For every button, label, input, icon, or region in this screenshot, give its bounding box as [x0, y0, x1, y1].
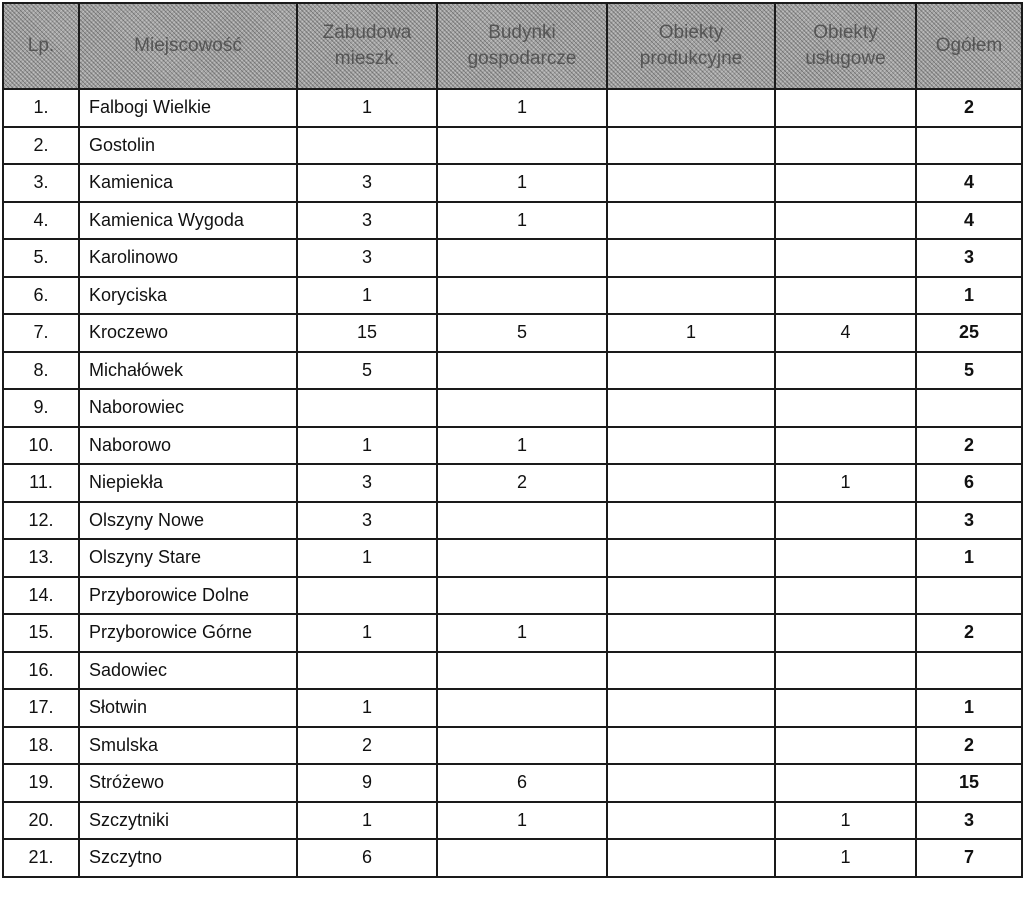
cell-produkcyjne: [607, 427, 775, 465]
header-budynki: Budynki gospodarcze: [437, 3, 607, 89]
cell-miejscowosc: Karolinowo: [79, 239, 297, 277]
cell-budynki: 1: [437, 89, 607, 127]
cell-ogolem: [916, 389, 1022, 427]
cell-uslugowe: [775, 577, 916, 615]
cell-miejscowosc: Olszyny Nowe: [79, 502, 297, 540]
table-row: [3, 389, 1022, 427]
cell-uslugowe: [775, 127, 916, 165]
cell-uslugowe: 4: [775, 314, 916, 352]
table-row: [3, 277, 1022, 315]
header-lp: Lp.: [3, 3, 79, 89]
cell-produkcyjne: [607, 352, 775, 390]
header-obiekty-uslugowe: Obiekty usługowe: [775, 3, 916, 89]
cell-zabudowa: 2: [297, 727, 437, 765]
cell-budynki: 1: [437, 202, 607, 240]
cell-budynki: 6: [437, 764, 607, 802]
cell-budynki: [437, 577, 607, 615]
cell-produkcyjne: 1: [607, 314, 775, 352]
cell-produkcyjne: [607, 502, 775, 540]
cell-budynki: 1: [437, 427, 607, 465]
cell-miejscowosc: Słotwin: [79, 689, 297, 727]
cell-miejscowosc: Niepiekła: [79, 464, 297, 502]
cell-zabudowa: [297, 577, 437, 615]
cell-budynki: [437, 389, 607, 427]
cell-budynki: [437, 352, 607, 390]
cell-zabudowa: 15: [297, 314, 437, 352]
cell-miejscowosc: Szczytno: [79, 839, 297, 877]
table-body: [3, 89, 1022, 877]
cell-uslugowe: [775, 277, 916, 315]
cell-budynki: 1: [437, 802, 607, 840]
cell-ogolem: [916, 127, 1022, 165]
cell-miejscowosc: Gostolin: [79, 127, 297, 165]
cell-produkcyjne: [607, 839, 775, 877]
cell-lp: 11.: [3, 464, 79, 502]
cell-zabudowa: 1: [297, 89, 437, 127]
cell-zabudowa: 9: [297, 764, 437, 802]
table-row: [3, 89, 1022, 127]
cell-ogolem: [916, 652, 1022, 690]
cell-produkcyjne: [607, 239, 775, 277]
cell-ogolem: [916, 577, 1022, 615]
cell-lp: 6.: [3, 277, 79, 315]
cell-produkcyjne: [607, 202, 775, 240]
cell-uslugowe: [775, 389, 916, 427]
cell-lp: 2.: [3, 127, 79, 165]
cell-uslugowe: [775, 652, 916, 690]
cell-zabudowa: [297, 389, 437, 427]
table-row: [3, 127, 1022, 165]
table-row: [3, 464, 1022, 502]
cell-ogolem: 5: [916, 352, 1022, 390]
cell-uslugowe: [775, 164, 916, 202]
cell-budynki: [437, 277, 607, 315]
cell-budynki: [437, 239, 607, 277]
cell-produkcyjne: [607, 539, 775, 577]
cell-zabudowa: 1: [297, 614, 437, 652]
cell-budynki: 2: [437, 464, 607, 502]
cell-lp: 13.: [3, 539, 79, 577]
cell-lp: 1.: [3, 89, 79, 127]
cell-miejscowosc: Sadowiec: [79, 652, 297, 690]
cell-ogolem: 1: [916, 689, 1022, 727]
cell-lp: 17.: [3, 689, 79, 727]
cell-ogolem: 6: [916, 464, 1022, 502]
cell-zabudowa: [297, 127, 437, 165]
header-obiekty-produkcyjne: Obiekty produkcyjne: [607, 3, 775, 89]
cell-ogolem: 2: [916, 89, 1022, 127]
cell-miejscowosc: Przyborowice Dolne: [79, 577, 297, 615]
cell-miejscowosc: Naborowiec: [79, 389, 297, 427]
cell-uslugowe: [775, 427, 916, 465]
table-row: [3, 839, 1022, 877]
table-row: [3, 314, 1022, 352]
table-row: [3, 727, 1022, 765]
cell-budynki: [437, 689, 607, 727]
cell-budynki: [437, 839, 607, 877]
cell-budynki: [437, 127, 607, 165]
cell-zabudowa: 3: [297, 164, 437, 202]
table-row: [3, 802, 1022, 840]
cell-ogolem: 15: [916, 764, 1022, 802]
cell-zabudowa: 1: [297, 539, 437, 577]
cell-lp: 8.: [3, 352, 79, 390]
cell-zabudowa: 1: [297, 427, 437, 465]
table-row: [3, 577, 1022, 615]
cell-uslugowe: [775, 502, 916, 540]
cell-zabudowa: 6: [297, 839, 437, 877]
table-row: [3, 352, 1022, 390]
cell-lp: 12.: [3, 502, 79, 540]
table-row: [3, 539, 1022, 577]
cell-lp: 18.: [3, 727, 79, 765]
cell-uslugowe: 1: [775, 839, 916, 877]
cell-lp: 21.: [3, 839, 79, 877]
cell-ogolem: 25: [916, 314, 1022, 352]
cell-produkcyjne: [607, 389, 775, 427]
cell-produkcyjne: [607, 764, 775, 802]
cell-uslugowe: [775, 352, 916, 390]
cell-miejscowosc: Kamienica Wygoda: [79, 202, 297, 240]
cell-budynki: [437, 652, 607, 690]
cell-miejscowosc: Koryciska: [79, 277, 297, 315]
cell-produkcyjne: [607, 127, 775, 165]
cell-ogolem: 2: [916, 427, 1022, 465]
cell-ogolem: 2: [916, 614, 1022, 652]
header-zabudowa: Zabudowa mieszk.: [297, 3, 437, 89]
cell-lp: 16.: [3, 652, 79, 690]
cell-budynki: 1: [437, 164, 607, 202]
table-header: [3, 3, 1022, 89]
cell-uslugowe: [775, 539, 916, 577]
cell-budynki: [437, 502, 607, 540]
cell-produkcyjne: [607, 614, 775, 652]
cell-zabudowa: 3: [297, 202, 437, 240]
cell-miejscowosc: Stróżewo: [79, 764, 297, 802]
cell-uslugowe: [775, 727, 916, 765]
cell-uslugowe: 1: [775, 464, 916, 502]
cell-lp: 19.: [3, 764, 79, 802]
cell-lp: 9.: [3, 389, 79, 427]
cell-zabudowa: 3: [297, 502, 437, 540]
cell-lp: 20.: [3, 802, 79, 840]
cell-uslugowe: [775, 614, 916, 652]
cell-zabudowa: 3: [297, 239, 437, 277]
cell-zabudowa: 1: [297, 689, 437, 727]
cell-budynki: [437, 727, 607, 765]
cell-ogolem: 3: [916, 802, 1022, 840]
table-row: [3, 427, 1022, 465]
header-row: [3, 3, 1022, 89]
cell-zabudowa: 5: [297, 352, 437, 390]
cell-miejscowosc: Kamienica: [79, 164, 297, 202]
cell-budynki: 1: [437, 614, 607, 652]
header-ogolem: Ogółem: [916, 3, 1022, 89]
cell-lp: 3.: [3, 164, 79, 202]
cell-ogolem: 2: [916, 727, 1022, 765]
cell-miejscowosc: Kroczewo: [79, 314, 297, 352]
table-row: [3, 164, 1022, 202]
cell-produkcyjne: [607, 277, 775, 315]
cell-produkcyjne: [607, 577, 775, 615]
table-row: [3, 689, 1022, 727]
cell-uslugowe: [775, 202, 916, 240]
cell-miejscowosc: Falbogi Wielkie: [79, 89, 297, 127]
cell-zabudowa: 1: [297, 802, 437, 840]
cell-ogolem: 4: [916, 202, 1022, 240]
cell-uslugowe: [775, 239, 916, 277]
cell-lp: 5.: [3, 239, 79, 277]
table-row: [3, 202, 1022, 240]
cell-uslugowe: [775, 89, 916, 127]
cell-produkcyjne: [607, 89, 775, 127]
cell-miejscowosc: Przyborowice Górne: [79, 614, 297, 652]
cell-produkcyjne: [607, 802, 775, 840]
header-miejscowosc: Miejscowość: [79, 3, 297, 89]
cell-budynki: 5: [437, 314, 607, 352]
cell-produkcyjne: [607, 464, 775, 502]
cell-miejscowosc: Olszyny Stare: [79, 539, 297, 577]
table-row: [3, 652, 1022, 690]
cell-lp: 14.: [3, 577, 79, 615]
table-row: [3, 239, 1022, 277]
cell-ogolem: 1: [916, 277, 1022, 315]
cell-lp: 4.: [3, 202, 79, 240]
cell-ogolem: 3: [916, 239, 1022, 277]
cell-lp: 7.: [3, 314, 79, 352]
table-row: [3, 764, 1022, 802]
table-row: [3, 614, 1022, 652]
document-page: [2, 2, 1021, 878]
cell-zabudowa: [297, 652, 437, 690]
cell-miejscowosc: Michałówek: [79, 352, 297, 390]
cell-zabudowa: 3: [297, 464, 437, 502]
cell-produkcyjne: [607, 689, 775, 727]
table-row: [3, 502, 1022, 540]
cell-produkcyjne: [607, 652, 775, 690]
cell-miejscowosc: Szczytniki: [79, 802, 297, 840]
cell-lp: 10.: [3, 427, 79, 465]
buildings-table: [2, 2, 1023, 878]
cell-zabudowa: 1: [297, 277, 437, 315]
cell-lp: 15.: [3, 614, 79, 652]
cell-uslugowe: 1: [775, 802, 916, 840]
cell-produkcyjne: [607, 727, 775, 765]
cell-produkcyjne: [607, 164, 775, 202]
cell-ogolem: 4: [916, 164, 1022, 202]
cell-uslugowe: [775, 689, 916, 727]
cell-ogolem: 1: [916, 539, 1022, 577]
cell-ogolem: 7: [916, 839, 1022, 877]
cell-ogolem: 3: [916, 502, 1022, 540]
cell-uslugowe: [775, 764, 916, 802]
cell-miejscowosc: Naborowo: [79, 427, 297, 465]
cell-miejscowosc: Smulska: [79, 727, 297, 765]
cell-budynki: [437, 539, 607, 577]
